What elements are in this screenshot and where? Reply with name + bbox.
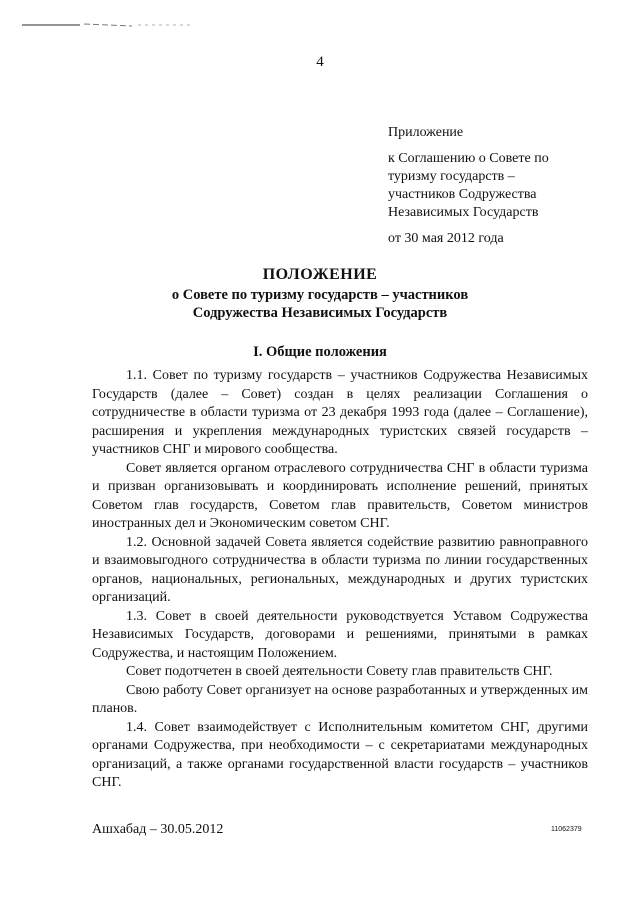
appendix-block [388, 124, 628, 248]
document-subtitle: Содружества Независимых Государств [192, 305, 448, 321]
page-number: 4 [316, 54, 324, 70]
scan-artifact-line [22, 22, 192, 28]
paragraph: 1.4. Совет взаимодействует с Исполнительным комитетом СНГ, другими органами Содружества, при необходимости – с секретариатами международных организаций, а также органами государственной власти государств – участников СНГ. [92, 719, 588, 790]
section-heading: I. Общие положения [253, 344, 387, 360]
footer-place-date: Ашхабад – 30.05.2012 [92, 822, 224, 837]
appendix-agreement-line: участников Содружества [388, 187, 537, 202]
appendix-agreement-line: туризму государств – [388, 169, 515, 184]
paragraph: Совет является органом отраслевого сотрудничества СНГ в области туризма и призван организовывать и координировать исполнение решений, принятых Советом глав государств, Советом глав правительств, Советом министров иностранных дел и Экономическим советом СНГ. [92, 460, 588, 531]
paragraph: 1.3. Совет в своей деятельности руководствуется Уставом Содружества Независимых Государств, договорами и решениями, принятыми в рамках Содружества, и настоящим Положением. [92, 608, 588, 661]
appendix-date: от 30 мая 2012 года [388, 231, 504, 246]
paragraph: Свою работу Совет организует на основе разработанных и утвержденных им планов. [92, 682, 588, 716]
paragraph: 1.1. Совет по туризму государств – участников Содружества Независимых Государств (далее – Совет) создан в целях реализации Соглашения о сотрудничестве в области туризма от 23 декабря 1993 года (далее – Соглашение), расширения и укрепления международных туристских связей государств – участников СНГ и мирового сообщества. [92, 368, 588, 457]
document-subtitle: о Совете по туризму государств – участников [171, 287, 469, 303]
appendix-agreement-line: к Соглашению о Совете по [388, 151, 549, 166]
paragraph: 1.2. Основной задачей Совета является содействие развитию равноправного и взаимовыгодного сотрудничества в области туризма по линии государственных органов, национальных, региональных, международных и других туристских организаций. [92, 534, 588, 605]
document-title: ПОЛОЖЕНИЕ [262, 266, 378, 283]
appendix-agreement-line: Независимых Государств [388, 205, 539, 220]
footer-document-code: 11062379 [551, 826, 582, 833]
paragraph: Совет подотчетен в своей деятельности Совету глав правительств СНГ. [126, 664, 553, 679]
document-body [92, 367, 588, 793]
appendix-label: Приложение [388, 125, 464, 140]
